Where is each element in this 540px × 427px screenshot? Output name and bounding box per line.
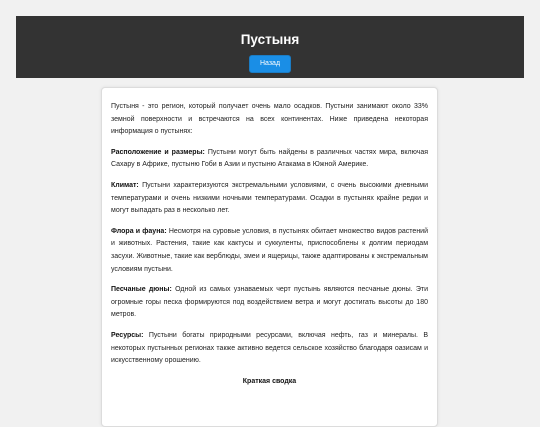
section-heading: Песчаные дюны: xyxy=(111,286,172,294)
section-resources xyxy=(111,330,428,368)
section-text: Пустыни богаты природными ресурсами, включая нефть, газ и минералы. В некоторых пустынных регионах также активно ведется сельское хозяйство благодаря оазисам и искусственному орошению. xyxy=(111,331,428,365)
section-heading: Флора и фауна: xyxy=(111,227,167,235)
back-button[interactable]: Назад xyxy=(249,55,291,73)
section-text: Несмотря на суровые условия, в пустынях обитает множество видов растений и животных. Растения, такие как кактусы и суккуленты, приспособлены к долгим периодам засухи. Животные, такие как верблюды, змеи и ящерицы, также адаптированы к экстремальным условиям пустыни. xyxy=(111,227,429,273)
section-text: Пустыни могут быть найдены в различных частях мира, включая Сахару в Африке, пустыню Гоби в Азии и пустыню Атакама в Южной Америке. xyxy=(111,148,428,169)
section-text: Одной из самых узнаваемых черт пустынь являются песчаные дюны. Эти огромные горы песка формируются под воздействием ветра и могут достигать высоты до 180 метров. xyxy=(111,286,428,319)
section-heading: Расположение и размеры: xyxy=(111,148,205,156)
content-card xyxy=(101,87,438,427)
section-dunes xyxy=(111,284,428,322)
section-location xyxy=(111,147,428,172)
page-header xyxy=(16,16,524,78)
section-heading: Ресурсы: xyxy=(111,331,144,339)
summary-title: Краткая сводка xyxy=(242,377,297,385)
page-title: Пустыня xyxy=(240,32,300,47)
section-text: Пустыни характеризуются экстремальными условиями, с очень высокими дневными температурами и очень низкими ночными температурами. Осадки в пустынях крайне редки и могут выпадать раз в несколько лет. xyxy=(111,181,428,215)
section-flora-fauna xyxy=(111,226,428,276)
intro-paragraph: Пустыня - это регион, который получает очень мало осадков. Пустыни занимают около 33% земной поверхности и встречаются на всех континентах. Ниже приведена некоторая информация о пустынях: xyxy=(111,103,428,136)
section-climate xyxy=(111,180,428,218)
section-heading: Климат: xyxy=(111,181,139,189)
